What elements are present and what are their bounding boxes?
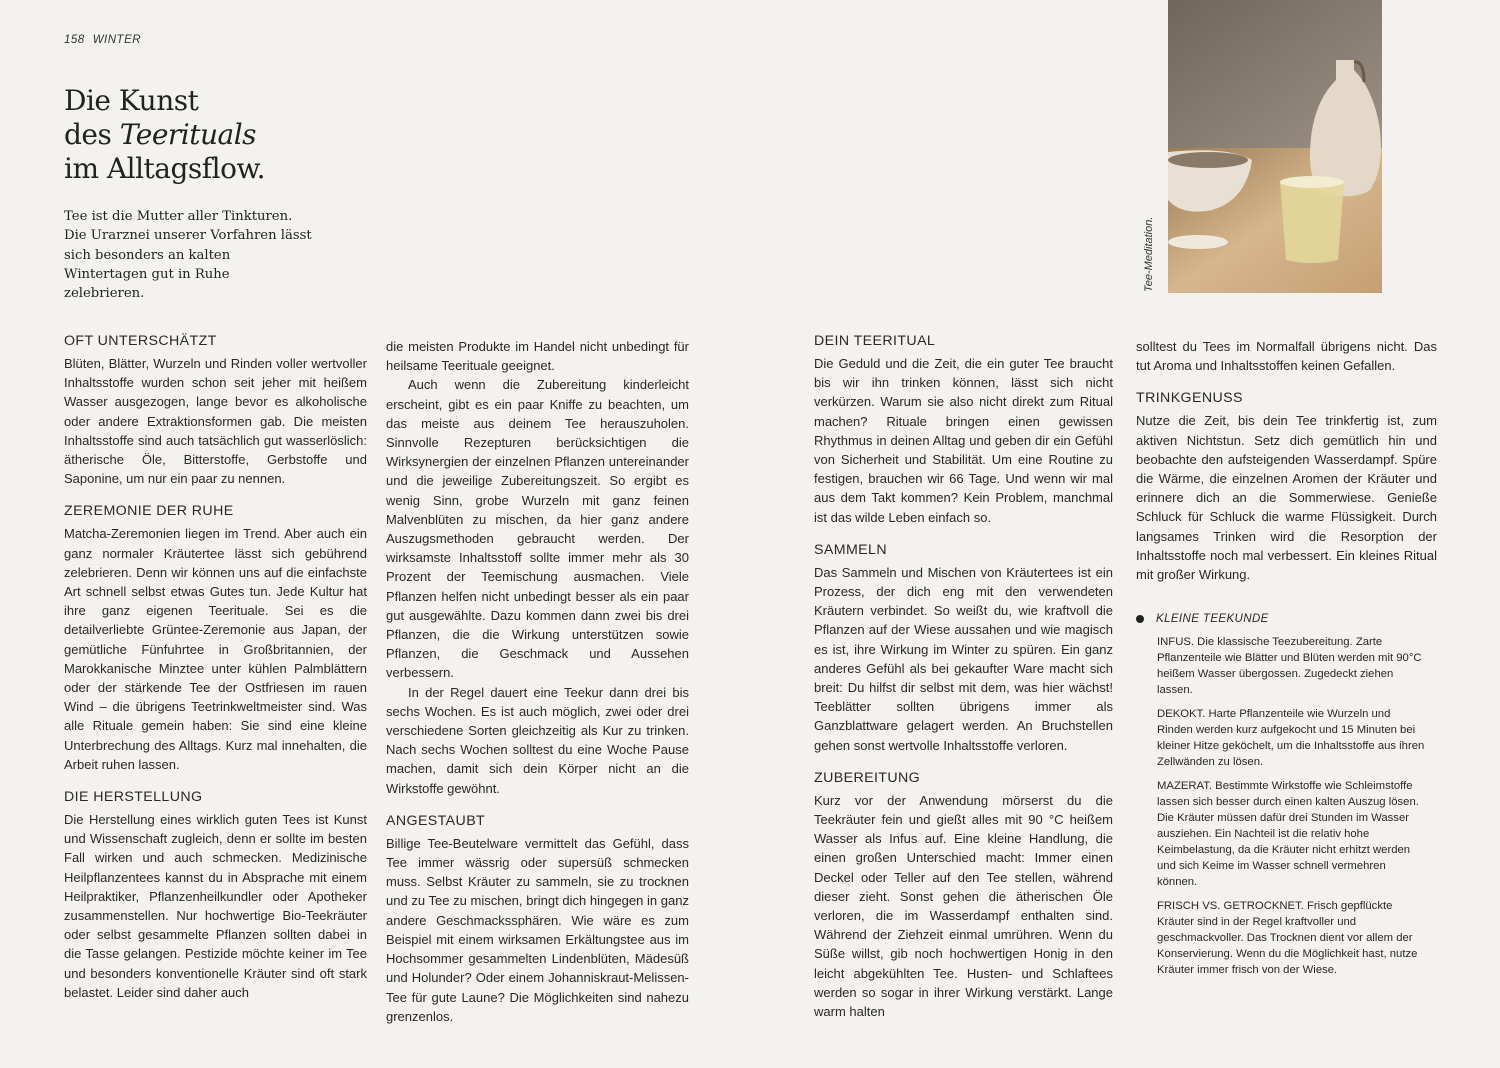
paragraph: Das Sammeln und Mischen von Kräutertees ist ein Prozess, der dich eng mit den verwendeten Kräutern verbindet. So weißt du, wie kraftvoll die Pflanzen auf der Wiese aussahen und wie magisch es ist, ihre Wirkung im Winter zu spüren. Ein ganz anderes Gefühl als bei gekaufter Ware macht sich breit: Du hilfst dir selbst mit dem, was hier wächst! Teeblätter sollten übrigens immer als Ganzblattware gelagert werden. An Bruchstellen gehen sonst wertvolle Inhaltsstoffe verloren. — [814, 564, 1113, 753]
box-heading: KLEINE TEEKUNDE — [1156, 613, 1269, 626]
paragraph: solltest du Tees im Normalfall übrigens nicht. Das tut Aroma und Inhaltsstoffen keinen Gefallen. — [1136, 339, 1437, 374]
section-heading: SAMMELN — [814, 541, 887, 558]
teekunde-box — [1136, 610, 1426, 978]
teekunde-item: INFUS. Die klassische Teezubereitung. Zarte Pflanzenteile wie Blätter und Blüten werden mit 90°C heißem Wasser übergossen. Zugedeckt ziehen lassen. — [1157, 636, 1422, 697]
intro-text: Tee ist die Mutter aller Tinkturen. Die Urarznei unserer Vorfahren lässt sich besonders an kalten Wintertagen gut in Ruhe zelebrieren. — [64, 209, 312, 302]
paragraph: die meisten Produkte im Handel nicht unbedingt für heilsame Teerituale geeignet. — [386, 339, 689, 374]
title-emphasis: Teerituals — [119, 118, 257, 151]
column-3 — [814, 332, 1113, 1021]
section-angestaubt — [386, 812, 689, 1026]
teekunde-item: MAZERAT. Bestimmte Wirkstoffe wie Schleimstoffe lassen sich besser durch einen kalten Auszug lösen. Die Kräuter müssen dafür drei Stunden im Wasser ausziehen. Ein Nachteil ist die relativ hohe Keimbelastung, da die Kräuter nicht erhitzt werden und sich Keime im Wasser schnell vermehren können. — [1157, 780, 1419, 889]
section-oft-unterschaetzt — [64, 332, 367, 488]
title-line: im Alltagsflow. — [64, 152, 265, 185]
paragraph: Auch wenn die Zubereitung kinderleicht erscheint, gibt es ein paar Kniffe zu beachten, um das meiste aus deinem Tee herauszuholen. Sinnvolle Rezepturen berücksichtigen die Wirksynergien der einzelnen Pflanzen untereinander und die jeweilige Zubereitungszeit. So ergibt es wenig Sinn, grobe Wurzeln mit ganz feinen Malvenblüten zu mischen, da hier ganz andere Auszugsmethoden gebraucht werden. Der wirksamste Inhaltsstoff sollte immer mehr als 30 Prozent der Teemischung ausmachen. Viele Pflanzen helfen nicht unbedingt besser als ein paar gut ausgewählte. Dazu kommen dann zwei bis drei Pflanzen, die die Wirkung unterstützen sowie Pflanzen, die Geschmack und Aussehen verbessern. — [386, 377, 689, 681]
title-line: des — [64, 118, 120, 151]
section-trinkgenuss — [1136, 389, 1437, 584]
paragraph: Billige Tee-Beutelware vermittelt das Gefühl, dass Tee immer wässrig oder supersüß schmecken muss. Selbst Kräuter zu sammeln, sie zu trocknen und zu Tee zu mischen, bringt dich hingegen in ganz andere Geschmackssphären. Wie wäre es zum Beispiel mit einem wirksamen Erkältungstee aus im Hochsommer gesammelten Lindenblüten, Mädesüß und Holunder? Oder einem Johanniskraut-Melissen-Tee für gute Laune? Die Möglichkeiten sind nahezu grenzenlos. — [386, 835, 689, 1024]
section-zubereitung — [814, 769, 1113, 1021]
section-heading: ZEREMONIE DER RUHE — [64, 503, 234, 520]
paragraph: Nutze die Zeit, bis dein Tee trinkfertig ist, zum aktiven Nichtstun. Setz dich gemütlich hin und beobachte den aufsteigenden Wasserdampf. Spüre die Wärme, die einzelnen Aromen der Kräuter und erinnere dich an die Sommerwiese. Genieße Schluck für Schluck die warme Flüssigkeit. Durch langsames Trinken wird die Resorption der Inhaltsstoffe noch mal verbessert. Ein kleines Ritual mit großer Wirkung. — [1136, 413, 1437, 583]
column-1 — [64, 332, 367, 1002]
section-herstellung-continued — [386, 337, 689, 798]
paragraph: Kurz vor der Anwendung mörserst du die Teekräuter fein und gießt alles mit 90 °C heißem Wasser als Infus auf. Eine kleine Handlung, die einen großen Unterschied macht: Immer einen Deckel oder Teller auf den Tee stellen, während dieser zieht. Sonst gehen die ätherischen Öle verloren, die im Wasserdampf enthalten sind. Während der Ziehzeit einmal umrühren. Wenn du Süße willst, gib noch hochwertigen Honig in den leicht abgekühlten Tee. Husten- und Schlaftees werden so sogar in ihrer Wirkung verstärkt. Lange warm halten — [814, 792, 1113, 1020]
column-4 — [1136, 337, 1437, 978]
page-number: 158 — [64, 34, 85, 46]
section-heading: DEIN TEERITUAL — [814, 333, 936, 349]
paragraph: Die Geduld und die Zeit, die ein guter Tee braucht bis wir ihn trinken können, lässt sich nicht verkürzen. Warum sie also nicht direkt zum Ritual machen? Rituale bringen einen gewissen Rhythmus in deinen Alltag und geben dir ein Gefühl von Sicherheit und Stabilität. Um eine Routine zu festigen, brauchen wir 66 Tage. Und wenn wir mal aus dem Takt kommen? Kein Problem, manchmal ist das wilde Leben einfach so. — [814, 356, 1113, 525]
section-label: WINTER — [92, 34, 142, 46]
tea-photo — [1168, 0, 1382, 293]
paragraph: Die Herstellung eines wirklich guten Tees ist Kunst und Wissenschaft zugleich, denn er sollte im besten Fall wirken und auch schmecken. Medizinische Heilpflanzentees kannst du in Absprache mit einem Heilpraktiker, Pflanzenheilkundler oder Apotheker zusammenstellen. Nur hochwertige Bio-Teekräuter oder selbst gesammelte Pflanzen sollten dabei in die Tasse gelangen. Pestizide möchte keiner im Tee und besonders konventionelle Kräuter sind oft stark belastet. Leider sind daher auch — [64, 812, 367, 1000]
paragraph: Blüten, Blätter, Wurzeln und Rinden voller wertvoller Inhaltsstoffe wurden schon seit jeher mit heißem Wasser ausgezogen, lange bevor es alkoholische oder andere Extraktionsformen gab. Die meisten Inhaltsstoffe sind auch tatsächlich gut wasserlöslich: ätherische Öle, Bitterstoffe, Gerbstoffe und Saponine, um nur ein paar zu nennen. — [64, 356, 367, 487]
section-zeremonie — [64, 502, 367, 774]
section-heading: ZUBEREITUNG — [814, 769, 921, 786]
title-line: Die Kunst — [64, 84, 199, 117]
section-heading: OFT UNTERSCHÄTZT — [64, 333, 217, 349]
page-folio — [64, 34, 149, 46]
column-2 — [386, 337, 689, 1026]
section-sammeln — [814, 541, 1113, 755]
section-zubereitung-continued — [1136, 337, 1437, 375]
section-herstellung — [64, 788, 367, 1002]
bullet-dot-icon — [1136, 615, 1144, 623]
teekunde-item: FRISCH VS. GETROCKNET. Frisch gepflückte Kräuter sind in der Regel kraftvoller und geschmackvoller. Das Trocknen dient vor allem der Konservierung. Wenn du die Möglichkeit hast, nutze Kräuter immer frisch von der Wiese. — [1157, 900, 1418, 977]
paragraph: In der Regel dauert eine Teekur dann drei bis sechs Wochen. Es ist auch möglich, zwei oder drei verschiedene Sorten gleichzeitig als Kur zu trinken. Nach sechs Wochen solltest du eine Woche Pause machen, damit sich dein Körper nicht an die Wirkstoffe gewöhnt. — [386, 684, 689, 796]
photo-caption: Tee-Meditation. — [1143, 216, 1155, 292]
section-heading: DIE HERSTELLUNG — [64, 789, 203, 806]
section-teeritual — [814, 332, 1113, 527]
section-heading: TRINKGENUSS — [1136, 390, 1243, 407]
section-heading: ANGESTAUBT — [386, 812, 486, 829]
article-title — [64, 84, 265, 186]
paragraph: Matcha-Zeremonien liegen im Trend. Aber auch ein ganz normaler Kräutertee lässt sich gebührend zelebrieren. Denn wir können uns auf die einfachste Art schnell selbst etwas Gutes tun. Jede Kultur hat ihre ganz eigenen Teerituale. Sei es die detailverliebte Grüntee-Zeremonie aus Japan, der gemütliche Fünfuhrtee in Großbritannien, der Marokkanische Minztee unter kühlen Palmblättern oder der stärkende Tee der Ostfriesen im rauen Wind – die übrigens Teetrinkweltmeister sind. Was alle Rituale gemein haben: Sie sind eine kleine Unterbrechung des Alltags. Kurz mal innehalten, die Arbeit ruhen lassen. — [64, 526, 367, 772]
teekunde-item: DEKOKT. Harte Pflanzenteile wie Wurzeln und Rinden werden kurz aufgekocht und 15 Minuten bei kleiner Hitze geköchelt, um die Inhaltsstoffe aus ihren Zellwänden zu lösen. — [1157, 708, 1425, 769]
